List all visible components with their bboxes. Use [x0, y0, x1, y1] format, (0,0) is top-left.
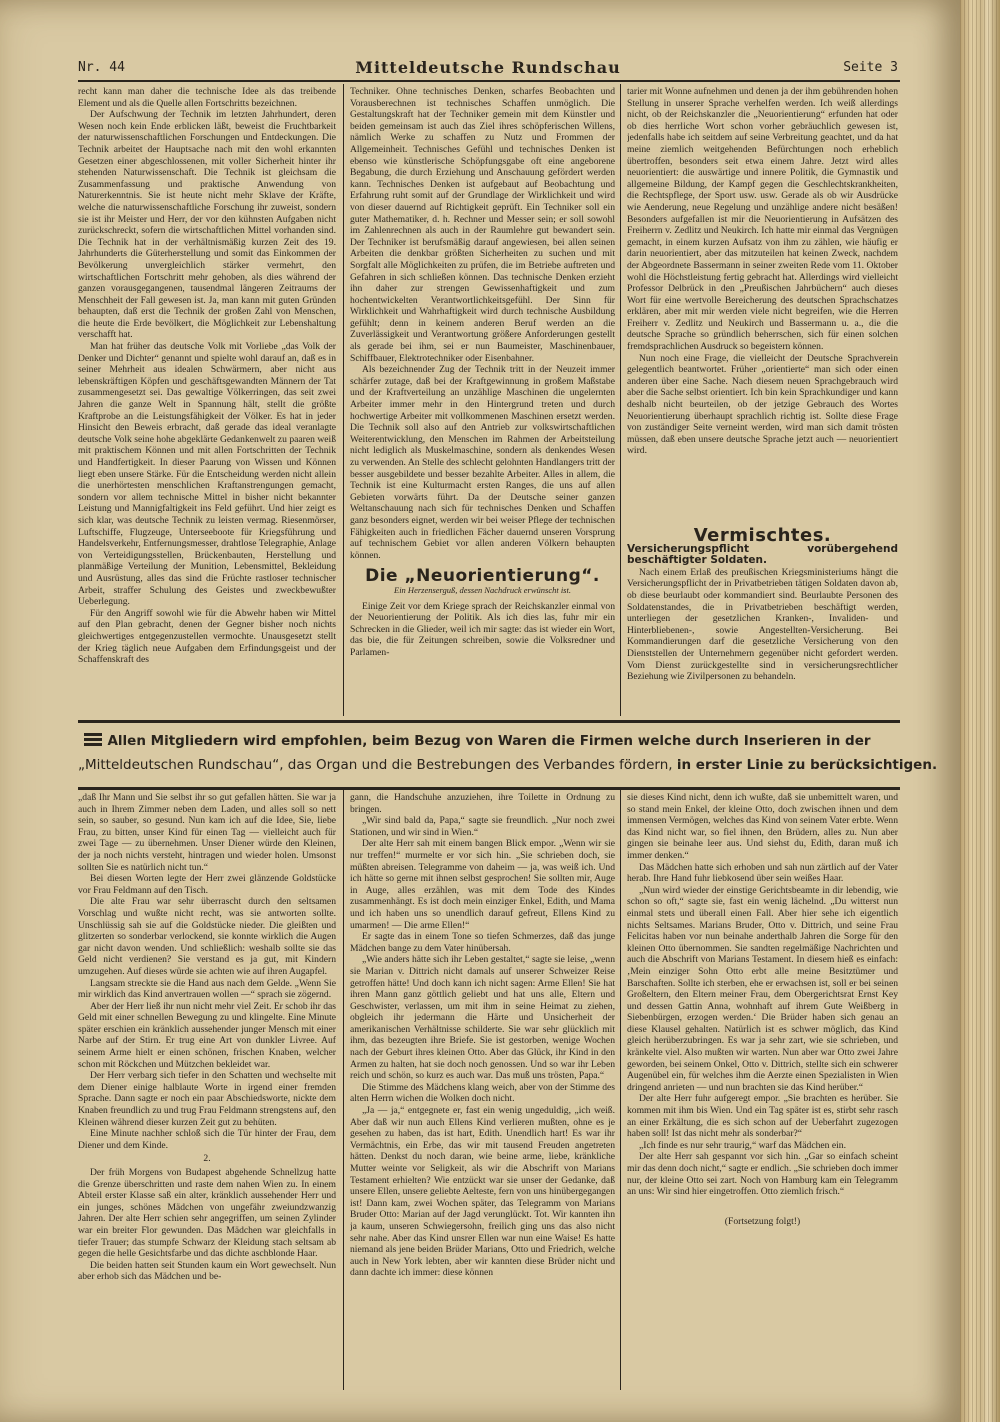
paragraph: Die Stimme des Mädchens klang weich, aber von der Stimme des alten Herrn wichen die Wolken doch nicht.	[350, 1081, 615, 1105]
paragraph: Für den Angriff sowohl wie für die Abwehr haben wir Mittel auf den Plan gebracht, denen der Gegner bisher noch nichts gleichwertiges entgegenzustellen vermochte. Unausgesetzt stellt der Krieg täglich neue Aufgaben dem Erfindungsgeist und der Schaffenskraft des	[78, 607, 336, 666]
paragraph: „daß Ihr Mann und Sie selbst ihr so gut gefallen hätten. Sie war ja auch in Ihrem Zimmer neben dem Laden, und alles soll so nett sein, so sauber, so gesund. Nun kam ich auf die Idee, Sie, liebe Frau, zu bitten, unser Kind für einen Tag — vielleicht auch für zwei Tage — zu übernehmen. Unser Diener würde den Kleinen, der ja noch nichts versteht, hintragen und wieder holen. Umsonst sollten Sie es natürlich nicht tun.“	[78, 792, 336, 873]
serial-story-col1	[78, 792, 336, 1392]
chapter-number: 2.	[203, 1153, 211, 1165]
page-edge-lines	[960, 0, 1000, 1422]
article-technik-col2	[350, 86, 615, 714]
paragraph: Die beiden hatten seit Stunden kaum ein Wort gewechselt. Nun aber erhob sich das Mädchen und be-	[78, 1259, 336, 1283]
column-rule	[620, 790, 621, 1390]
column-rule	[343, 790, 344, 1390]
paragraph: Der alte Herr sah gespannt vor sich hin. „Gar so einfach scheint mir das denn doch nicht,“ sagte er endlich. „Sie schrieben doch immer nur, der kleine Otto sei zart. Noch von Hamburg kam ein Telegramm an uns: Wir sind hier eingetroffen. Otto ziemlich frisch.“	[627, 1151, 898, 1198]
banner-line-2-text: „Mitteldeutschen Rundschau“, das Organ und die Bestrebungen des Verbandes fördern,	[78, 757, 677, 773]
paragraph: Der alte Herr sah mit einem bangen Blick empor. „Wenn wir sie nur treffen!“ murmelte er vor sich hin. „Sie schrieben doch, sie müßten abreisen. Telegramme von daheim — ja, was weiß ich. Und ich hätte so gerne mit ihnen selbst gesprochen! Sie sollten mir, Auge in Auge, alles erzählen, was mit dem Tode des Kindes zusammenhängt. Es ist doch mein einziger Enkel, Edith, und Mama und ich haben uns so unendlich darauf gefreut, Ellens Kind zu umarmen! — Die arme Ellen!“	[350, 838, 615, 931]
serial-story-col2	[350, 792, 615, 1392]
banner-line-2	[78, 757, 938, 773]
banner-line-2-emphasis: in erster Linie zu berücksichtigen.	[676, 757, 938, 773]
serial-story-col3	[627, 792, 898, 1392]
issue-number: Nr. 44	[78, 60, 125, 75]
paragraph: Der Aufschwung der Technik im letzten Jahrhundert, deren Wesen noch kein Ende erblicken läßt, beweist die Fruchtbarkeit der naturwissenschaftlichen Forschungen und Entdeckungen. Die Technik arbeitet der Hauptsache nach mit den wohl erkannten Gesetzen einer abgeschlossenen, mit voller Sicherheit hinter ihr stehenden Naturwissenschaft. Die Technik ist gleichsam die Zusammenfassung und praktische Anwendung von Naturerkenntnis. Sie ist heute nicht mehr Sklave der Kräfte, welche die naturwissenschaftliche Forschung ihr zuweist, sondern sie ist ihr Meister und Herr, der vor den kühnsten Aufgaben nicht zurückschreckt, sofern die wirtschaftlichen Mittel vorhanden sind. Die Technik hat in der verhältnismäßig kurzen Zeit des 19. Jahrhunderts die Güterherstellung und somit das Einkommen der Bevölkerung unvergleichlich stärker vermehrt, den wirtschaftlichen Fortschritt mehr gehoben, als dies während der ganzen vorausgegangenen, tausendmal längeren Zeitraums der Menschheit der Fall gewesen ist. Ja, man kann mit guten Gründen behaupten, daß erst die Technik der großen Zahl von Menschen, die heute die Erde bevölkert, die Möglichkeit zur Lebenshaltung verschafft hat.	[78, 109, 336, 341]
book-page-edges	[960, 0, 1000, 1422]
paragraph: Bei diesen Worten legte der Herr zwei glänzende Goldstücke vor Frau Feldmann auf den Tisch.	[78, 873, 336, 896]
banner-line-1: Allen Mitgliedern wird empfohlen, beim Bezug von Waren die Firmen welche durch Inserieren in der	[107, 733, 871, 749]
paragraph: Die alte Frau war sehr überrascht durch den seltsamen Vorschlag und wußte nicht recht, was sie antworten sollte. Unschlüssig sah sie auf die Goldstücke nieder. Die gleißten und glitzerten so sonderbar verlockend, sie konnte wirklich die Augen gar nicht davon wenden. Und schließlich: weshalb sollte sie das Geld nicht verdienen? Sie verstand es ja gut, mit Kindern umzugehen. Auf dieses würde sie achten wie auf ihren Augapfel.	[78, 896, 336, 977]
paragraph: „Ich finde es nur sehr traurig,“ warf das Mädchen ein.	[639, 1139, 846, 1151]
paragraph: Der früh Morgens von Budapest abgehende Schnellzug hatte die Grenze überschritten und raste dem nahen Wien zu. In einem Abteil erster Klasse saß ein alter, kränklich aussehender Herr und ein junges, schönes Mädchen von ungefähr zweiundzwanzig Jahren. Der alte Herr schien sehr angegriffen, um seinen Zylinder war ein breiter Flor gewunden. Das Mädchen war gleichfalls in tiefer Trauer; das stumpfe Schwarz der Kleidung stach seltsam ab gegen die helle Gesichtsfarbe und das dichte aschblonde Haar.	[78, 1167, 336, 1260]
section-vermischtes	[627, 518, 898, 710]
byline: Ein Herzenserguß, dessen Nachdruck erwünscht ist.	[394, 584, 571, 595]
headline-neuorientierung: Die „Neuorientierung“.	[365, 566, 600, 587]
paragraph: Techniker. Ohne technisches Denken, scharfes Beobachten und Vorausberechnen ist technisches Schaffen unmöglich. Die Gestaltungskraft hat der Techniker gemein mit dem Künstler und beiden gemeinsam ist auch das Ziel ihres schöpferischen Willens, nämlich Werke zu schaffen zu Nutz und Frommen der Allgemeinheit. Technisches Gefühl und technisches Denken ist ebenso wie künstlerische Schöpfungsgabe oft eine angeborene Begabung, die durch Erziehung und Anschauung gefördert werden kann. Technisches Denken ist aufgebaut auf Beobachtung und Erfahrung ruht somit auf der Grundlage der Wirklichkeit und wird von dieser dauernd auf Richtigkeit geprüft. Ein Techniker soll ein guter Mathematiker, d. h. Rechner und Messer sein; er soll sowohl im Zahlenrechnen als auch in der Raumlehre gut bewandert sein. Der Techniker ist berufsmäßig darauf angewiesen, bei allen seinen Arbeiten die denkbar größten Sicherheiten zu suchen und mit Sorgfalt alle Möglichkeiten zu prüfen, die im Betriebe auftreten und Gefahren in sich schließen können. Das technische Denken erzieht ihn daher zur strengen Gewissenhaftigkeit und zum hochentwickelten Verantwortlichkeitsgefühl. Der Sinn für Wirklichkeit und Wahrhaftigkeit wird durch technische Ausbildung gefühlt; denn in keinem anderen Beruf werden an die Zuverlässigkeit und Verantwortung größere Anforderungen gestellt als gerade bei ihm, sei er nun Baumeister, Maschinenbauer, Schiffbauer, Elektrotechniker oder Eisenbahner.	[350, 86, 615, 364]
paragraph: „Wir sind bald da, Papa,“ sagte sie freundlich. „Nur noch zwei Stationen, und wir sind in Wien.“	[350, 815, 615, 838]
column-rule	[620, 84, 621, 716]
paragraph: „Wie anders hätte sich ihr Leben gestaltet,“ sagte sie leise, „wenn sie Marian v. Dittrich nicht damals auf unserer Schweizer Reise getroffen hätte! Und doch kann ich nicht sagen: Arme Ellen! Sie hat ihren Mann ganz göttlich geliebt und hat uns alle, Eltern und Geschwister, verlassen, um mit ihm in seine Heimat zu ziehen, obgleich ihr jedermann die Härte und Unsicherheit der amerikanischen Verhältnisse schilderte. Sie war sehr glücklich mit ihm, das bezeugten ihre Briefe. Sie ist gestorben, wenige Wochen nach der Geburt ihres kleinen Otto. Aber das Glück, ihr Kind in den Armen zu halten, hat sie doch noch genossen. Und so war ihr Leben reich und schön, so kurz es auch war. Das muß uns trösten, Papa.“	[350, 954, 615, 1082]
paragraph: gann, die Handschuhe anzuziehen, ihre Toilette in Ordnung zu bringen.	[350, 792, 615, 815]
paragraph: Langsam streckte sie die Hand aus nach dem Gelde. „Wenn Sie mir wirklich das Kind anvertrauen wollen —“ sprach sie zögernd.	[78, 977, 336, 1001]
continued-notice: (Fortsetzung folgt!)	[724, 1215, 801, 1227]
headline-vermischtes: Vermischtes.	[693, 525, 832, 546]
paragraph: Der Herr verbarg sich tiefer in den Schatten und wechselte mit dem Diener einige halblaute Worte in irgend einer fremden Sprache. Dann sagte er noch ein paar Abschiedsworte, nickte dem Knaben freundlich zu und trug Frau Feldmann strengstens auf, den Kleinen während dieser kurzen Zeit gut zu behüten.	[78, 1070, 336, 1128]
column-rule	[343, 84, 344, 716]
paragraph: Er sagte das in einem Tone so tiefen Schmerzes, daß das junge Mädchen bange zu dem Vater hinübersah.	[350, 931, 615, 954]
paragraph: Aber der Herr ließ ihr nun nicht mehr viel Zeit. Er schob ihr das Geld mit einer schnellen Bewegung zu und klingelte. Eine Minute später erschien ein kränklich aussehender junger Mensch mit einer Narbe auf der Stirn. Er trug eine Art von dunkler Livree. Auf seinem Arme hielt er einen schönen, frischen Knaben, welcher schon mit Röckchen und Mützchen bekleidet war.	[78, 1000, 336, 1070]
paragraph: Als bezeichnender Zug der Technik tritt in der Neuzeit immer schärfer zutage, daß bei der Kraftgewinnung in großem Maßstabe und der Kraftverteilung an unzählige Maschinen die ungelernten Arbeiter immer mehr in den Hintergrund treten und durch hochwertige Arbeiter mit vollkommenen Maschinen ersetzt werden. Die Technik soll also auf den Antrieb zur volkswirtschaftlichen Weiterentwicklung, den Menschen im Rahmen der Arbeitsteilung nicht lediglich als Muskelmaschine, sondern als denkendes Wesen zu verwenden. An Stelle des schlecht gelohnten Handlangers tritt der besser ausgebildete und besser bezahlte Arbeiter. Alles in allem, die Technik ist eine Kulturmacht ersten Ranges, die uns auf allen Gebieten vorwärts führt. Da der Deutsche seiner ganzen Weltanschauung nach sich für technisches Denken und Schaffen ganz besonders eignet, werden wir bei weiser Pflege der technischen Fähigkeiten auch in friedlichen Fächer dauernd unseren Vorsprung auf technischem Gebiet vor allen anderen Völkern behaupten können.	[350, 364, 615, 561]
page-number: Seite 3	[843, 60, 898, 75]
paragraph: „Ja — ja,“ entgegnete er, fast ein wenig ungeduldig, „ich weiß. Aber daß wir nun auch Ellens Kind verlieren mußten, ohne es je gesehen zu haben, das ist hart, Edith. Unendlich hart! Es war ihr Vermächtnis, ein Erbe, das wir mit tausend Freuden angetreten hätten. Denkst du noch daran, wie beine arme, liebe, kränkliche Mutter weinte vor Seligkeit, als wir die Abschrift von Marians Testament erhielten? Wie entzückt war sie unser der Gedanke, daß unsere Ellen, unsere geliebte Aelteste, fern von uns hinübergegangen ist! Dann kam, zwei Wochen später, das Telegramm von Marians Bruder Otto: Marian auf der Jagd verunglückt. Tot. Wir kannten ihn ja kaum, unseren Schwiegersohn, freilich ging uns das also nicht sehr nahe. Aber das Kind unsrer Ellen war nun eine Waise! Es hatte niemand als jene beiden Brüder Marians, Otto und Friedrich, welche auch in New York lebten, aber wir kannten diese Brüder nicht und dann dachte ich immer: diese können	[350, 1105, 615, 1279]
article-neuorientierung-col3	[627, 86, 898, 514]
paragraph: Einige Zeit vor dem Kriege sprach der Reichskanzler einmal von der Neuorientierung der Politik. Als ich dies las, fuhr mir ein Schrecken in die Glieder, weil ich mir sagte: das ist wieder ein Wort, das bie, die für Zeitungen schreiben, sowie die Volksredner und Parlamen-	[350, 600, 615, 658]
paragraph: Eine Minute nachher schloß sich die Tür hinter der Frau, dem Diener und dem Kinde.	[78, 1128, 336, 1151]
masthead	[78, 58, 898, 80]
member-recommendation-banner	[78, 720, 938, 790]
masthead-rule	[78, 80, 900, 82]
paragraph: recht kann man daher die technische Idee als das treibende Element und als die Quelle allen Fortschritts bezeichnen.	[78, 86, 336, 109]
paragraph: sie dieses Kind nicht, denn ich wußte, daß sie unbemittelt waren, und so stand mein Enkel, der kleine Otto, doch zwischen ihnen und dem immensen Vermögen, welches das Kind von seinem Vater erbte. Wenn das Kind nicht war, so fiel ihnen, den Brüdern, alles zu. Nun aber gingen sie beinahe leer aus. Und siehst du, Edith, daran muß ich immer denken.“	[627, 792, 898, 861]
paragraph: tarier mit Wonne aufnehmen und denen ja der ihm gebührenden hohen Stellung in unserer Sprache verhelfen werden. Ich weiß allerdings nicht, ob der Reichskanzler die „Neuorientierung“ erfunden hat oder ob dies herrliche Wort schon vorher gebräuchlich gewesen ist, jedenfalls habe ich seitdem auf seine Verbreitung geachtet, und da hat meine ziemlich weitgehenden Befürchtungen noch erheblich übertroffen, besonders seit etwa einem Jahre. Jetzt wird alles neuorientiert: die auswärtige und innere Politik, die Gymnastik und allgemeine Bildung, der Kampf gegen die Geschlechtskrankheiten, die Rechtspflege, der Sport usw. usw. Gerade als ob wir Ausdrücke wie Aenderung, neue Regelung und unzählige andere nicht besäßen! Besonders aufgefallen ist mir die Neuorientierung in Aufsätzen des Freiherrn v. Zedlitz und Neukirch. Ich hatte mir einmal das Vergnügen gemacht, in einem kurzen Aufsatz von ihm zu zählen, wie häufig er darin neuorientiert, aber das mitzuteilen hat keinen Zweck, nachdem der Abgeordnete Bassermann in seiner zweiten Rede vom 11. Oktober wohl die Höchstleistung fertig gebracht hat. Allerdings wird vielleicht Professor Delbrück in den „Preußischen Jahrbüchern“ auch dieses Wort für eine wertvolle Bereicherung des deutschen Sprachschatzes erklären, aber mit mir werden viele nicht begreifen, wie die Herren Freiherr v. Zedlitz und Neukirch und Bassermann u. a., die die deutsche Sprache so gründlich beherrschen, sich für einen solchen fremdsprachlichen Ausdruck so begeistern können.	[627, 86, 898, 353]
paragraph: „Nun wird wieder der einstige Gerichtsbeamte in dir lebendig, wie schon so oft,“ sagte sie, fast ein wenig lächelnd. „Du witterst nun einmal stets und überall einen Fall. Aber hier sehe ich eigentlich nichts Seltsames. Marians Bruder, Otto v. Dittrich, und seine Frau Felicitas haben vor nun beinahe anderthalb Jahren die Sorge für den kleinen Otto übernommen. Sie sandten regelmäßige Nachrichten und auch die Abschrift von Marians Testament. In diesem hieß es einfach: ‚Mein einziger Sohn Otto erbt alle meine Besitztümer und Barschaften. Sollte ich sterben, ehe er erwachsen ist, soll er bei seinen Großeltern, den Eltern meiner Frau, dem Obergerichtsrat Ernst Key und dessen Gattin Anna, wohnhaft auf ihrem Gute Weißberg in Siebenbürgen, erzogen werden.‘ Die Brüder haben sich genau an diese Klausel gehalten. Natürlich ist es schwer möglich, das Kind gleich herüberzubringen. Es war ja sehr zart, wie sie schrieben, und kränkelte viel. Also mußten wir warten. Nun aber war Otto zwei Jahre geworden, bei seinem Onkel, Otto v. Dittrich, stellte sich ein schwerer Augenübel ein, für welches ihm die Aerzte einen Spezialisten in Wien dringend anrieten — und nun brachten sie das Kind herüber.“	[627, 884, 898, 1093]
paragraph: Nach einem Erlaß des preußischen Kriegsministeriums hängt die Versicherungspflicht der in Privatbetrieben tätigen Soldaten davon ab, ob diese beurlaubt oder kommandiert sind. Beurlaubte Personen des Soldatenstandes, die in Privatbetrieben beschäftigt werden, unterliegen der gesetzlichen Kranken-, Invaliden- und Hinterbliebenen-, sowie Angestellten-Versicherung. Bei Kommandierungen darf die gesetzliche Versicherung von den Dienststellen der Unternehmern gegenüber nicht gefordert werden. Vom Dienst zurückgestellte sind in versicherungsrechtlicher Beziehung wie Zivilpersonen zu behandeln.	[627, 566, 898, 683]
newspaper-title: Mitteldeutsche Rundschau	[355, 58, 621, 77]
paragraph: Nun noch eine Frage, die vielleicht der Deutsche Sprachverein gelegentlich beantwortet. Früher „orientierte“ man sich oder einen anderen über eine Sache. Nach diesem neuen Sprachgebrauch wird aber die Sache selbst orientiert. Ich bin kein Sprachkundiger und kann deshalb nicht beurteilen, ob der jetzige Gebrauch des Wortes Neuorientierung überhaupt sprachlich richtig ist. Sollte diese Frage von zuständiger Seite verneint werden, wird man sich damit trösten müssen, daß eben unsere deutsche Sprache jetzt auch — neuorientiert wird.	[627, 352, 898, 457]
article-technik-col1	[78, 86, 336, 714]
paragraph: Man hat früher das deutsche Volk mit Vorliebe „das Volk der Denker und Dichter“ genannt und spielte wohl darauf an, daß es in seiner Mehrheit aus idealen Schwärmern, aber nicht aus lebenskräftigen Köpfen und geschäftsgewandten Männern der Tat zusammengesetzt sei. Das gewaltige Völkerringen, das seit zwei Jahren die ganze Welt in Spannung hält, stellt die größte Kraftprobe an die Leistungsfähigkeit der Völker. Es hat in jeder Hinsicht den Beweis erbracht, daß gerade das ideal veranlagte deutsche Volk seine hohe abgeklärte Gedankenwelt zu paaren weiß mit praktischem Können und mit allen Fortschritten der Technik und Handfertigkeit. In dieser Paarung von Wissen und Können liegt eben unsere Stärke. Für die Entscheidung werden nicht allein die unerhörtesten menschlichen Kraftanstrengungen gemacht, sondern vor allem technische Mittel in bisher nicht bekannter Leistung und Mannigfaltigkeit ins Feld geführt. Und hier zeigt es sich klar, was deutsche Technik zu leisten vermag. Riesenmörser, Luftschiffe, Flugzeuge, Unterseeboote für Kriegsführung und Handelsverkehr, Entfernungsmesser, drahtlose Telegraphie, Anlage von Verteidigungsstellen, Brückenbauten, Herstellung und planmäßige Verteilung der Munition, Lebensmittel, Bekleidung und Ausrüstung, alles das sind die Früchte rastloser technischer Arbeit, straffer Schulung des Geistes und zweckbewußter Ueberlegung.	[78, 341, 336, 608]
paragraph: Der alte Herr fuhr aufgeregt empor. „Sie brachten es herüber. Sie kommen mit ihm bis Wien. Und ein Tag später ist es, stirbt sehr rasch an einer Erkältung, die es sich schon auf der Ueberfahrt zugezogen haben soll! Ist das nicht mehr als sonderbar?“	[627, 1093, 898, 1140]
subheadline-versicherungspflicht: Versicherungspflicht vorübergehend beschäftigter Soldaten.	[627, 542, 898, 567]
paragraph: Das Mädchen hatte sich erhoben und sah nun zärtlich auf der Vater herab. Ihre Hand fuhr liebkosend über sein weißes Haar.	[627, 861, 898, 885]
